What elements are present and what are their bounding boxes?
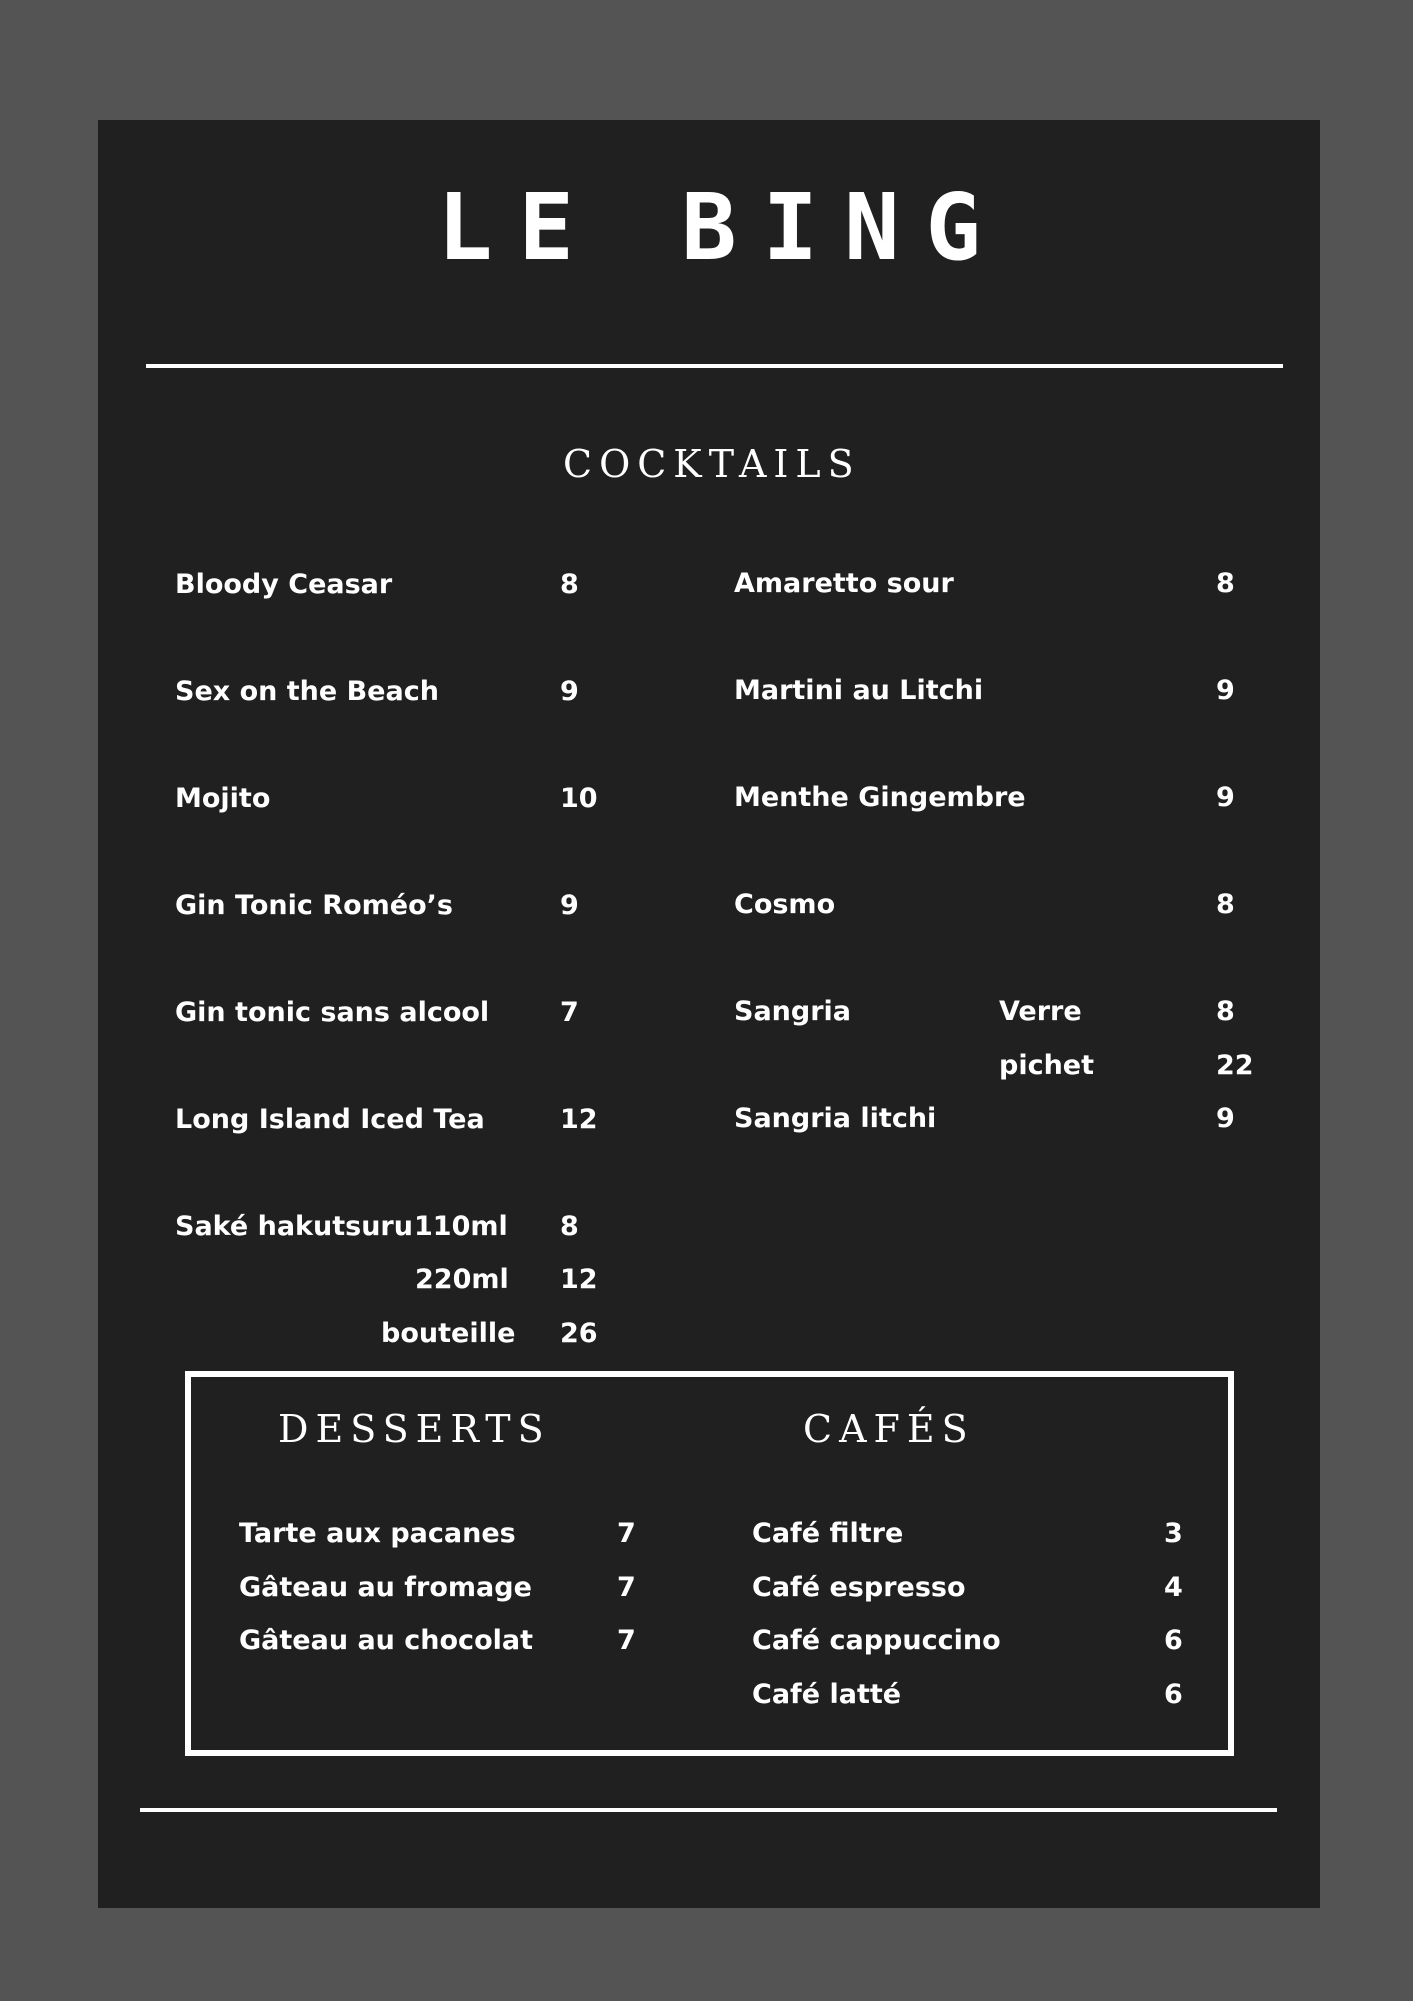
cocktails-heading: COCKTAILS	[563, 442, 861, 486]
cafe-price: 6	[1164, 1679, 1183, 1710]
dessert-name: Tarte aux pacanes	[239, 1518, 516, 1549]
sangria-name: Sangria	[734, 996, 852, 1027]
cocktail-name: Sangria litchi	[734, 1103, 937, 1134]
cocktail-name: Bloody Ceasar	[175, 569, 393, 600]
dessert-price: 7	[617, 1572, 636, 1603]
cocktail-name: Mojito	[175, 783, 271, 814]
cocktail-price: 9	[1216, 782, 1235, 813]
sake-size: 220ml	[415, 1264, 509, 1295]
cocktail-name: Martini au Litchi	[734, 675, 984, 706]
cafe-name: Café latté	[752, 1679, 902, 1710]
cocktail-name: Amaretto sour	[734, 568, 954, 599]
cafe-name: Café cappuccino	[752, 1625, 1001, 1656]
sangria-size: pichet	[999, 1050, 1095, 1081]
sake-price: 8	[560, 1211, 579, 1242]
cafe-name: Café filtre	[752, 1518, 904, 1549]
cafe-price: 6	[1164, 1625, 1183, 1656]
cocktail-price: 10	[560, 783, 598, 814]
dessert-name: Gâteau au chocolat	[239, 1625, 533, 1656]
sake-size: bouteille	[381, 1318, 516, 1349]
dessert-price: 7	[617, 1518, 636, 1549]
sangria-price: 8	[1216, 996, 1235, 1027]
sangria-price: 22	[1216, 1050, 1254, 1081]
bottom-divider	[140, 1808, 1277, 1812]
menu-title: LE BING	[437, 174, 1007, 281]
cocktail-price: 8	[1216, 568, 1235, 599]
cafes-heading: CAFÉS	[803, 1407, 975, 1451]
cocktail-price: 8	[560, 569, 579, 600]
cafe-name: Café espresso	[752, 1572, 966, 1603]
sake-name: Saké hakutsuru	[175, 1211, 413, 1242]
cocktail-name: Menthe Gingembre	[734, 782, 1026, 813]
sake-size: 110ml	[414, 1211, 508, 1242]
menu-sheet	[98, 120, 1320, 1908]
cocktail-name: Cosmo	[734, 889, 836, 920]
top-divider	[146, 364, 1283, 368]
cocktail-name: Gin Tonic Roméo’s	[175, 890, 453, 921]
sangria-size: Verre	[999, 996, 1082, 1027]
cocktail-price: 7	[560, 997, 579, 1028]
cocktail-price: 9	[560, 890, 579, 921]
cocktail-name: Sex on the Beach	[175, 676, 439, 707]
cocktail-price: 9	[560, 676, 579, 707]
sake-price: 26	[560, 1318, 598, 1349]
cocktail-name: Gin tonic sans alcool	[175, 997, 490, 1028]
sake-price: 12	[560, 1264, 598, 1295]
cocktail-price: 8	[1216, 889, 1235, 920]
cocktail-price: 9	[1216, 675, 1235, 706]
cocktail-price: 12	[560, 1104, 598, 1135]
cocktail-price: 9	[1216, 1103, 1235, 1134]
dessert-price: 7	[617, 1625, 636, 1656]
dessert-name: Gâteau au fromage	[239, 1572, 532, 1603]
cafe-price: 4	[1164, 1572, 1183, 1603]
cafe-price: 3	[1164, 1518, 1183, 1549]
cocktail-name: Long Island Iced Tea	[175, 1104, 485, 1135]
desserts-heading: DESSERTS	[278, 1407, 551, 1451]
